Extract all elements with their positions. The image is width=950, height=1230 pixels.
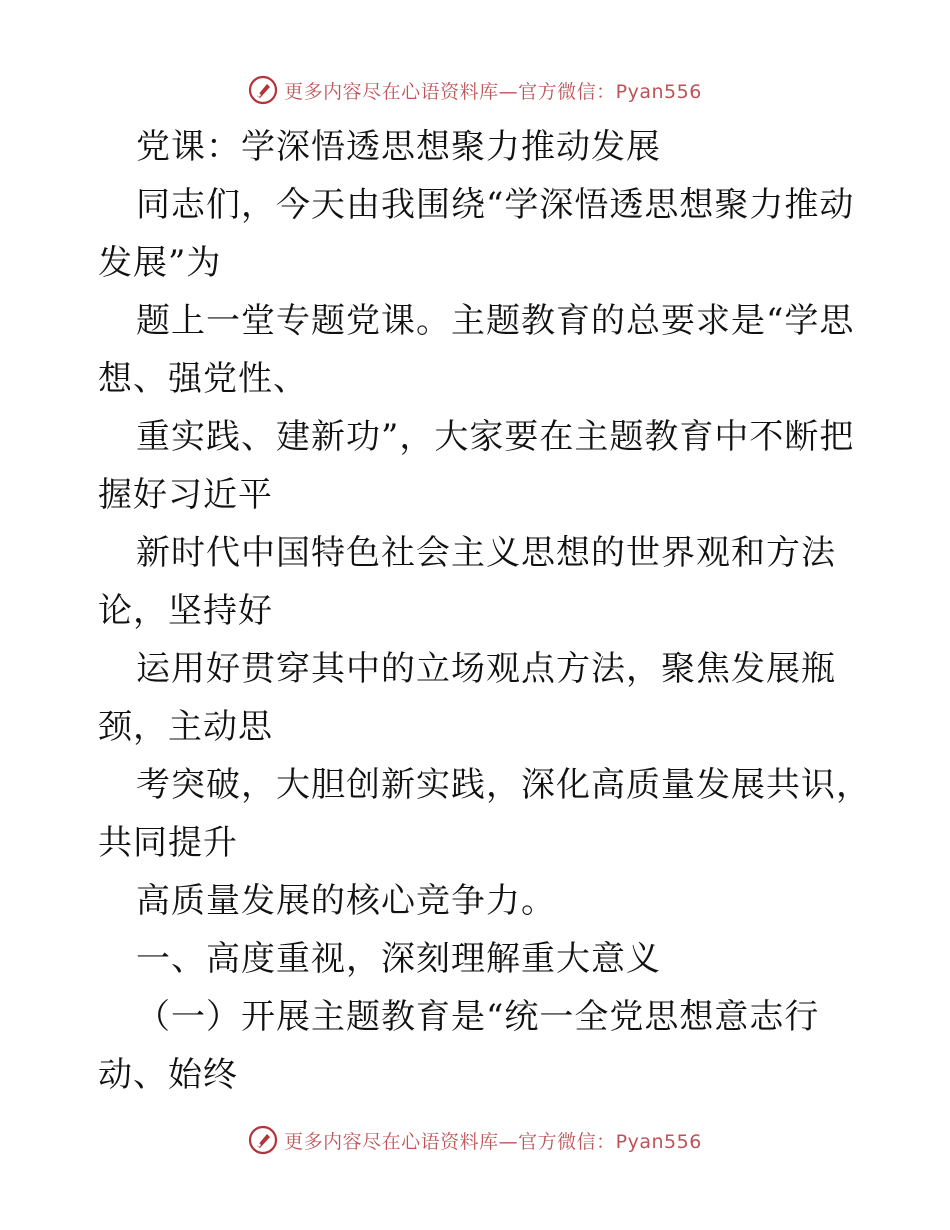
text-line: （一）开展主题教育是“统一全党思想意志行 [136,997,820,1037]
text-line: 共同提升 [98,823,238,863]
text-line: 同志们，今天由我围绕“学深悟透思想聚力推动 [136,185,855,225]
document-body [98,118,871,1104]
watermark-text: 更多内容尽在心语资料库—官方微信：Pyan556 [284,1130,702,1153]
text-line: 高质量发展的核心竞争力。 [136,881,556,921]
footer-watermark [0,1120,950,1160]
text-line: 重实践、建新功”，大家要在主题教育中不断把 [136,417,855,457]
text-line: 想、强党性、 [98,359,308,399]
pen-nib-seal-icon [248,1125,278,1155]
text-line: 一、高度重视，深刻理解重大意义 [136,939,661,979]
header-watermark [0,70,950,110]
text-line: 动、始终 [98,1055,238,1095]
text-line: 考突破，大胆创新实践，深化高质量发展共识， [136,765,871,805]
text-line: 运用好贯穿其中的立场观点方法，聚焦发展瓶 [136,649,836,689]
text-line: 颈，主动思 [98,707,273,747]
watermark-text: 更多内容尽在心语资料库—官方微信：Pyan556 [284,80,702,103]
text-line: 发展”为 [98,243,222,283]
text-line: 题上一堂专题党课。主题教育的总要求是“学思 [136,301,855,341]
pen-nib-seal-icon [248,75,278,105]
text-line: 握好习近平 [98,475,273,515]
text-line: 党课：学深悟透思想聚力推动发展 [136,127,661,167]
text-line: 论，坚持好 [98,591,273,631]
text-line: 新时代中国特色社会主义思想的世界观和方法 [136,533,836,573]
